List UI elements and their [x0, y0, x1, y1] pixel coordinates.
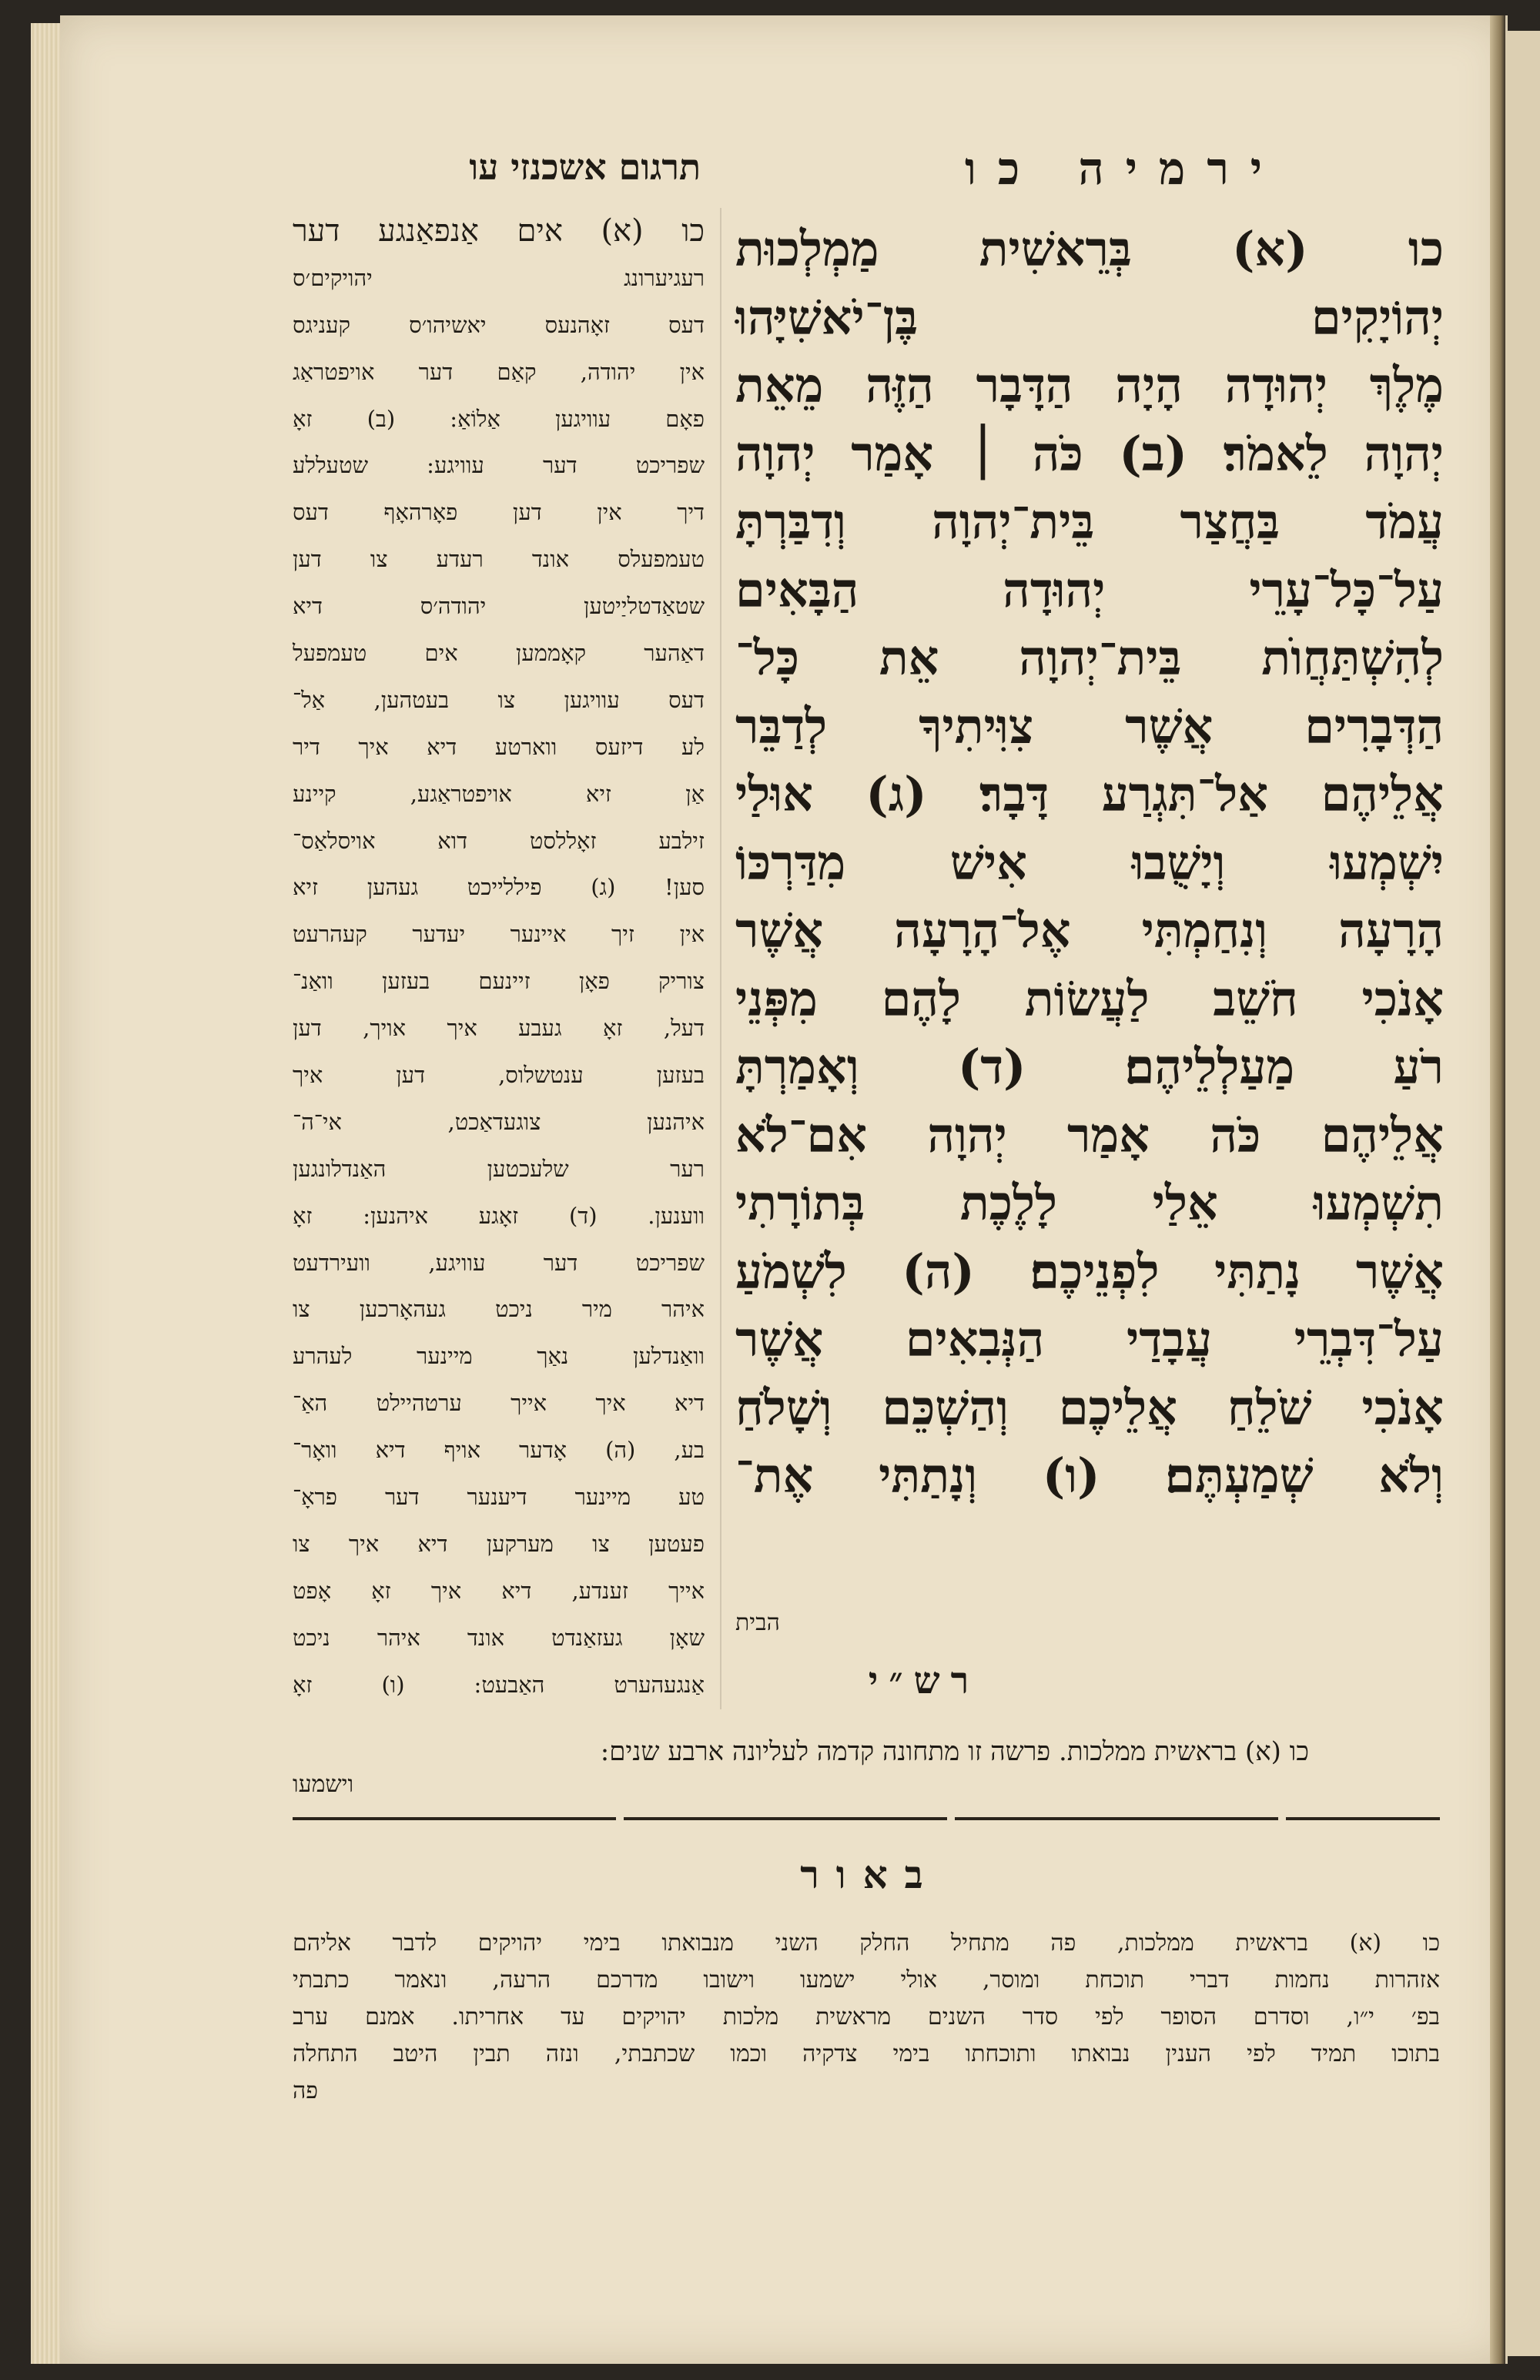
- yiddish-text-line: דיך אין דען פאָרהאָף דעס: [293, 499, 705, 526]
- yiddish-text-line: שפריכט דער עוויגע: שטעללע: [293, 452, 705, 479]
- yiddish-text-line: בעזען ענטשלוס, דען איך: [293, 1062, 705, 1089]
- hebrew-text-line: לְהִשְׁתַּחֲוֺת בֵּית־יְהוָה אֵת כָּל־: [735, 630, 1444, 686]
- yiddish-text-line: פאָם עוויגען אַלוֹאַ: (ב) זאָ: [293, 405, 705, 432]
- yiddish-text-line: אַן זיא אויפטראַגע, קיינע: [293, 780, 705, 807]
- rashi-catchword: וישמעו: [293, 1771, 354, 1798]
- biur-heading: באור: [800, 1852, 940, 1897]
- yiddish-text-line: איהר מיר ניכט געהאָרכען צו: [293, 1296, 705, 1323]
- hebrew-text-line: אָנֹכִי שֹׁלֵחַ אֲלֵיכֶם וְהַשְׁכֵּם וְשָׁלֹחַ: [735, 1379, 1444, 1436]
- hebrew-text-column: [735, 216, 1444, 1663]
- yiddish-text-line: רער שלעכטען האַנדלונגען: [293, 1155, 705, 1182]
- yiddish-text-line: פעטען צו מערקען דיא איך צו: [293, 1530, 705, 1557]
- yiddish-text-line: טעמפעלס אונד רעדע צו דען: [293, 546, 705, 573]
- biur-text-line: אזהרות נחמות דברי תוכחת ומוסר, אולי ישמעו וישובו מדרכם הרעה, ונאמר כתבתי: [293, 1967, 1440, 1993]
- rashi-heading: רש״י: [868, 1659, 980, 1702]
- rashi-commentary: כו (א) בראשית ממלכות. פרשה זו מתחונה קדמה לעליונה ארבע שנים:: [600, 1736, 1309, 1767]
- hebrew-text-line: עַל־דִּבְרֵי עֲבָדַי הַנְּבִאִים אֲשֶׁר: [735, 1311, 1444, 1367]
- yiddish-text-line: איהנען צוגעדאַכט, אי־ה־: [293, 1108, 705, 1135]
- yiddish-text-line: דעס זאָהנעס יאשיהו׳ס קעניגס: [293, 311, 705, 338]
- yiddish-translation-column: [293, 208, 705, 1709]
- hebrew-text-line: אֲשֶׁר נָתַתִּי לִפְנֵיכֶם׃ (ה) לִשְׁמֹעַ: [735, 1243, 1444, 1300]
- book-gutter: [1490, 15, 1505, 2364]
- yiddish-text-line: לע דיזעס ווארטע דיא איך דיר: [293, 733, 705, 760]
- yiddish-text-line: דעס עוויגען צו בעטהען, אַל־: [293, 686, 705, 713]
- yiddish-text-line: דיא איך אייך ערטהיילט האַ־: [293, 1390, 705, 1417]
- yiddish-text-line: טע מיינער דיענער דער פראָ־: [293, 1484, 705, 1511]
- yiddish-text-line: זילבע זאָללסט דוא אויסלאַס־: [293, 827, 705, 854]
- biur-catchword: פה: [293, 2077, 318, 2104]
- hebrew-text-line: הָרָעָה וְנִחַמְתִּי אֶל־הָרָעָה אֲשֶׁר: [735, 902, 1444, 959]
- yiddish-text-line: וואַנדלען נאַך מיינער לעהרע: [293, 1343, 705, 1370]
- yiddish-text-line: דאַהער קאָממען אים טעמפעל: [293, 640, 705, 667]
- hebrew-text-line: רֹעַ מַעַלְלֵיהֶם׃ (ד) וְאָמַרְתָּ: [735, 1039, 1444, 1095]
- yiddish-text-line: דעל, זאָ געבע איך אויך, דען: [293, 1015, 705, 1042]
- section-rule: [293, 1817, 616, 1820]
- biur-text-line: בתוכו תמיד לפי הענין נבואתו ותוכחתו בימי צדקיה וכמו שכתבתי, ונזה תבין היטב התחלה: [293, 2040, 1440, 2067]
- yiddish-text-line: שטאַדטליַיטען יהודה׳ס דיא: [293, 593, 705, 620]
- yiddish-text-line: ווענען. (ד) זאָגע איהנען: זאָ: [293, 1202, 705, 1229]
- main-catchword: הבית: [735, 1609, 780, 1636]
- yiddish-text-line: כו (א) אים אַנפאַנגע דער: [293, 213, 705, 249]
- facing-page-edge: [1505, 31, 1540, 2356]
- yiddish-text-line: רעגיערונג יהויקים׳ס: [293, 264, 705, 291]
- hebrew-text-line: אָנֹכִי חֹשֵׁב לַעֲשׂוֹת לָהֶם מִפְּנֵי: [735, 970, 1444, 1027]
- yiddish-text-line: אַנגעהערט האַבעט: (ו) זאָ: [293, 1671, 705, 1698]
- running-header-book-chapter: ירמיה כו: [964, 142, 1284, 195]
- yiddish-text-line: שאָן געזאַנדט אונד איהר ניכט: [293, 1624, 705, 1651]
- hebrew-text-line: יִשְׁמְעוּ וְיָשֻׁבוּ אִישׁ מִדַּרְכּוֹ: [735, 834, 1444, 891]
- hebrew-text-line: עַל־כָּל־עָרֵי יְהוּדָה הַבָּאִים: [735, 561, 1444, 618]
- yiddish-text-line: צוריק פאָן זיינעם בעזען וואַנ־: [293, 968, 705, 995]
- yiddish-text-line: בע, (ה) אָדער אויף דיא וואָר־: [293, 1437, 705, 1464]
- running-header-translation-page: תרגום אשכנזי עו: [469, 146, 701, 188]
- book-page-edges: [31, 23, 63, 2364]
- hebrew-text-line: הַדְּבָרִים אֲשֶׁר צִוִּיתִיךָ לְדַבֵּר: [735, 698, 1444, 755]
- hebrew-text-line: מֶלֶךְ יְהוּדָה הָיָה הַדָּבָר הַזֶּה מֵאֵת: [735, 357, 1444, 413]
- column-divider: [720, 208, 721, 1709]
- yiddish-text-line: אייך זענדע, דיא איך זאָ אָפט: [293, 1577, 705, 1604]
- section-rule: [1286, 1817, 1440, 1820]
- biur-text-line: כו (א) בראשית ממלכות, פה מתחיל החלק השני מנבואתו בימי יהויקים לדבר אליהם: [293, 1930, 1440, 1957]
- hebrew-text-line: וְלֹא שְׁמַעְתֶּם׃ (ו) וְנָתַתִּי אֶת־: [735, 1448, 1444, 1504]
- yiddish-text-line: אין זיך איינער יעדער קעהרעט: [293, 921, 705, 948]
- yiddish-text-line: אין יהודה, קאַם דער אויפטראַג: [293, 358, 705, 385]
- hebrew-text-line: יְהוָה לֵאמֹר׃ (ב) כֹּה ׀ אָמַר יְהוָה: [735, 425, 1444, 482]
- hebrew-text-line: תִשְׁמְעוּ אֵלַי לָלֶכֶת בְּתוֹרָתִי: [735, 1175, 1444, 1231]
- biur-commentary: [293, 1925, 1440, 2125]
- section-rule: [955, 1817, 1278, 1820]
- biur-text-line: בפ׳ י״ו, וסדרם הסופר לפי סדר השנים מראשית מלכות יהויקים עד אחריתו. אמנם ערב: [293, 2003, 1441, 2030]
- yiddish-text-line: שפריכט דער עוויגע, וועירדעט: [293, 1249, 705, 1276]
- hebrew-text-line: כו (א) בְּרֵאשִׁית מַמְלְכוּת: [735, 221, 1444, 277]
- hebrew-text-line: יְהוֹיָקִים בֶּן־יֹאשִׁיָּהוּ: [735, 289, 1444, 346]
- section-rule: [624, 1817, 947, 1820]
- hebrew-text-line: אֲלֵיהֶם אַל־תִּגְרַע דָּבָר׃ (ג) אוּלַי: [735, 766, 1444, 822]
- hebrew-text-line: עֲמֹד בַּחֲצַר בֵּית־יְהוָה וְדִבַּרְתָּ: [735, 494, 1444, 550]
- hebrew-text-line: אֲלֵיהֶם כֹּה אָמַר יְהוָה אִם־לֹא: [735, 1106, 1444, 1163]
- yiddish-text-line: סען! (ג) פיללייכט געהען זיא: [293, 874, 705, 901]
